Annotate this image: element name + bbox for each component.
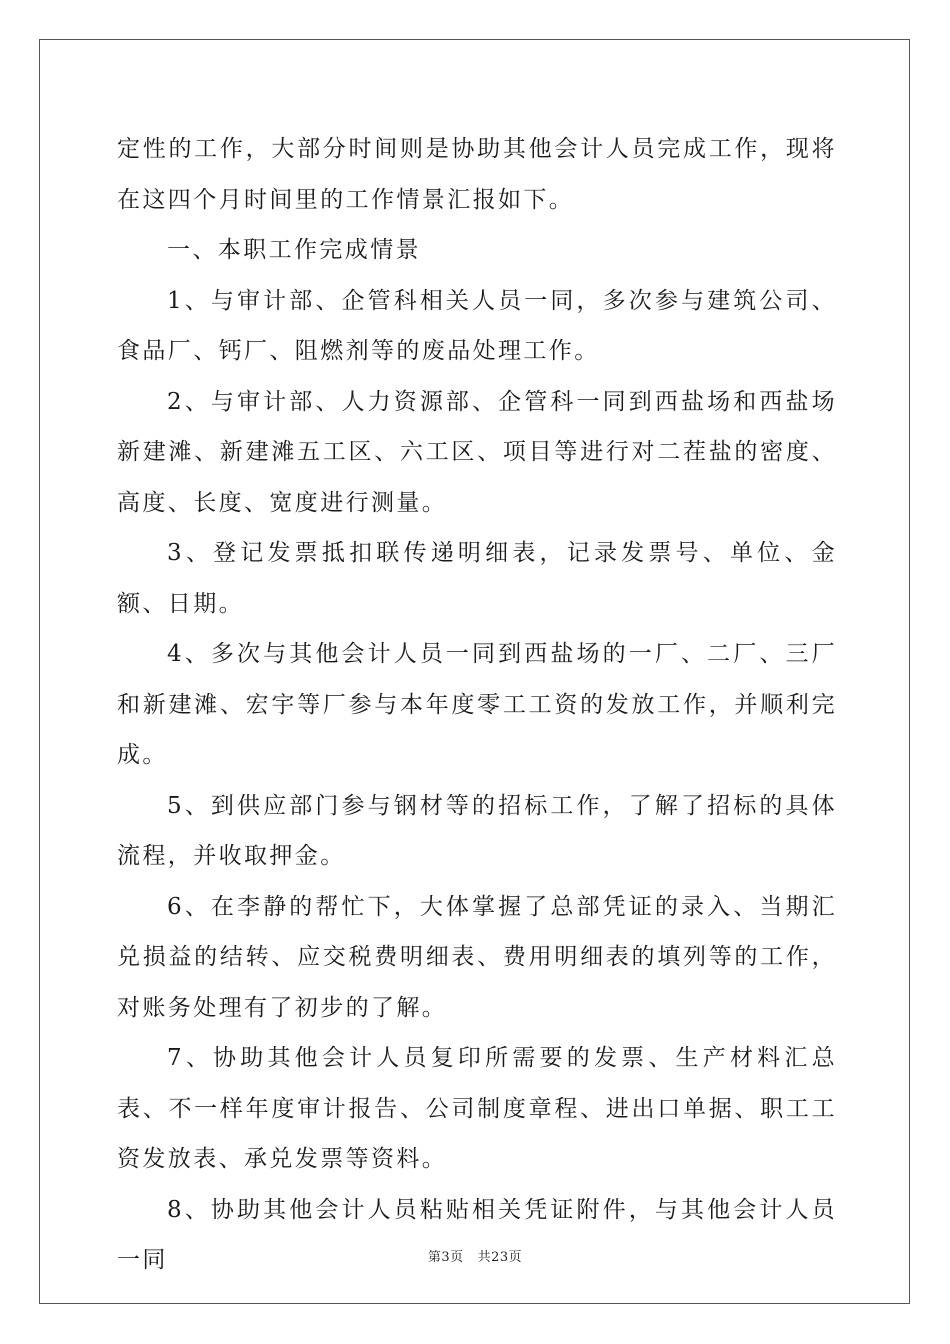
page-number: 第3页 — [427, 1250, 464, 1265]
list-item: 8、协助其他会计人员粘贴相关凭证附件，与其他会计人员一同 — [117, 1196, 837, 1273]
list-item: 2、与审计部、人力资源部、企管科一同到西盐场和西盐场新建滩、新建滩五工区、六工区、项目等进行对二茬盐的密度、高度、长度、宽度进行测量。 — [117, 388, 837, 516]
list-item: 5、到供应部门参与钢材等的招标工作，了解了招标的具体流程，并收取押金。 — [117, 792, 837, 869]
list-item: 7、协助其他会计人员复印所需要的发票、生产材料汇总表、不一样年度审计报告、公司制度章程、进出口单据、职工工资发放表、承兑发票等资料。 — [117, 1045, 837, 1172]
section-heading: 一、本职工作完成情景 — [167, 237, 421, 263]
page-footer — [0, 1246, 950, 1265]
page-total: 共23页 — [477, 1250, 523, 1265]
list-item: 1、与审计部、企管科相关人员一同，多次参与建筑公司、食品厂、钙厂、阻燃剂等的废品处理工作。 — [117, 287, 837, 364]
document-body — [117, 124, 837, 1286]
list-item: 6、在李静的帮忙下，大体掌握了总部凭证的录入、当期汇兑损益的结转、应交税费明细表、费用明细表的填列等的工作，对账务处理有了初步的了解。 — [117, 893, 837, 1021]
list-item: 3、登记发票抵扣联传递明细表，记录发票号、单位、金额、日期。 — [117, 540, 837, 617]
paragraph: 定性的工作，大部分时间则是协助其他会计人员完成工作，现将在这四个月时间里的工作情景汇报如下。 — [117, 136, 837, 213]
list-item: 4、多次与其他会计人员一同到西盐场的一厂、二厂、三厂和新建滩、宏宇等厂参与本年度零工工资的发放工作，并顺利完成。 — [117, 641, 837, 768]
